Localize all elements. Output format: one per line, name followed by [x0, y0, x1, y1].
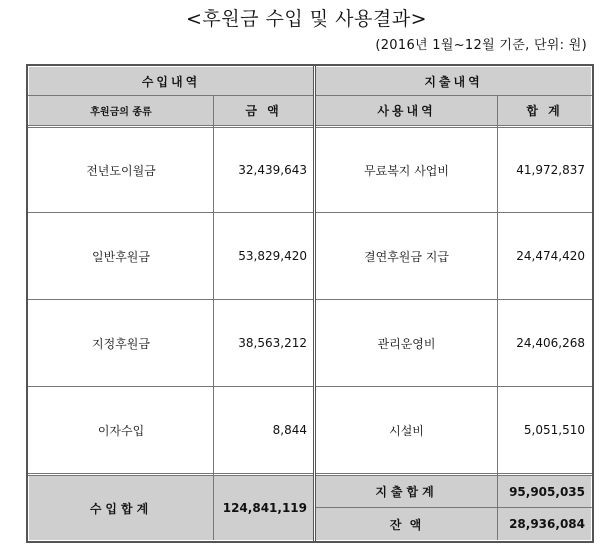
income-amount-column-header: 금 액 [214, 96, 313, 125]
section-divider [313, 66, 316, 541]
grid-line [28, 299, 592, 300]
expense-row-3-amount: 24,406,268 [516, 336, 585, 350]
income-row-3-amount: 38,563,212 [238, 336, 307, 350]
expense-row-1-amount: 41,972,837 [516, 163, 585, 177]
balance-label: 잔 액 [316, 508, 497, 540]
income-row-2-label: 일반후원금 [92, 249, 150, 264]
expense-row-3-label: 관리운영비 [377, 336, 436, 351]
grid-line [28, 125, 592, 126]
income-type-column-header: 후원금의 종류 [29, 96, 213, 125]
income-row-4-amount: 8,844 [272, 423, 307, 437]
income-row-4-label: 이자수입 [97, 423, 145, 438]
income-row-1-amount: 32,439,643 [238, 163, 307, 177]
grid-line [28, 386, 592, 387]
grid-line [28, 475, 592, 476]
income-row-1-label: 전년도이월금 [86, 163, 156, 178]
expense-sum-column-header: 합 계 [498, 96, 591, 125]
income-total-label: 수입합계 [29, 476, 213, 540]
income-total-amount: 124,841,119 [214, 476, 313, 540]
unit-note: (2016년 1월~12월 기준, 단위: 원) [375, 38, 587, 53]
grid-line [28, 127, 592, 128]
expense-total-amount: 95,905,035 [498, 476, 591, 507]
grid-line [28, 95, 592, 96]
grid-line [213, 96, 214, 540]
page-title: <후원금 수입 및 사용결과> [186, 8, 427, 30]
grid-line [316, 507, 592, 508]
income-row-3-label: 지정후원금 [92, 336, 150, 351]
expense-row-4-label: 시설비 [389, 423, 424, 438]
expense-total-label: 지출합계 [316, 476, 497, 507]
expense-row-2-amount: 24,474,420 [516, 249, 585, 263]
expense-row-1-label: 무료복지 사업비 [364, 163, 449, 178]
expense-row-4-amount: 5,051,510 [523, 423, 585, 437]
expense-section-header: 지출내역 [316, 67, 591, 95]
expense-usage-column-header: 사용내역 [316, 96, 497, 125]
grid-line [28, 473, 592, 474]
balance-amount: 28,936,084 [498, 508, 591, 540]
expense-row-2-label: 결연후원금 지급 [364, 249, 449, 264]
income-section-header: 수입내역 [29, 67, 313, 95]
grid-line [497, 96, 498, 540]
grid-line [28, 212, 592, 213]
income-row-2-amount: 53,829,420 [238, 249, 307, 263]
